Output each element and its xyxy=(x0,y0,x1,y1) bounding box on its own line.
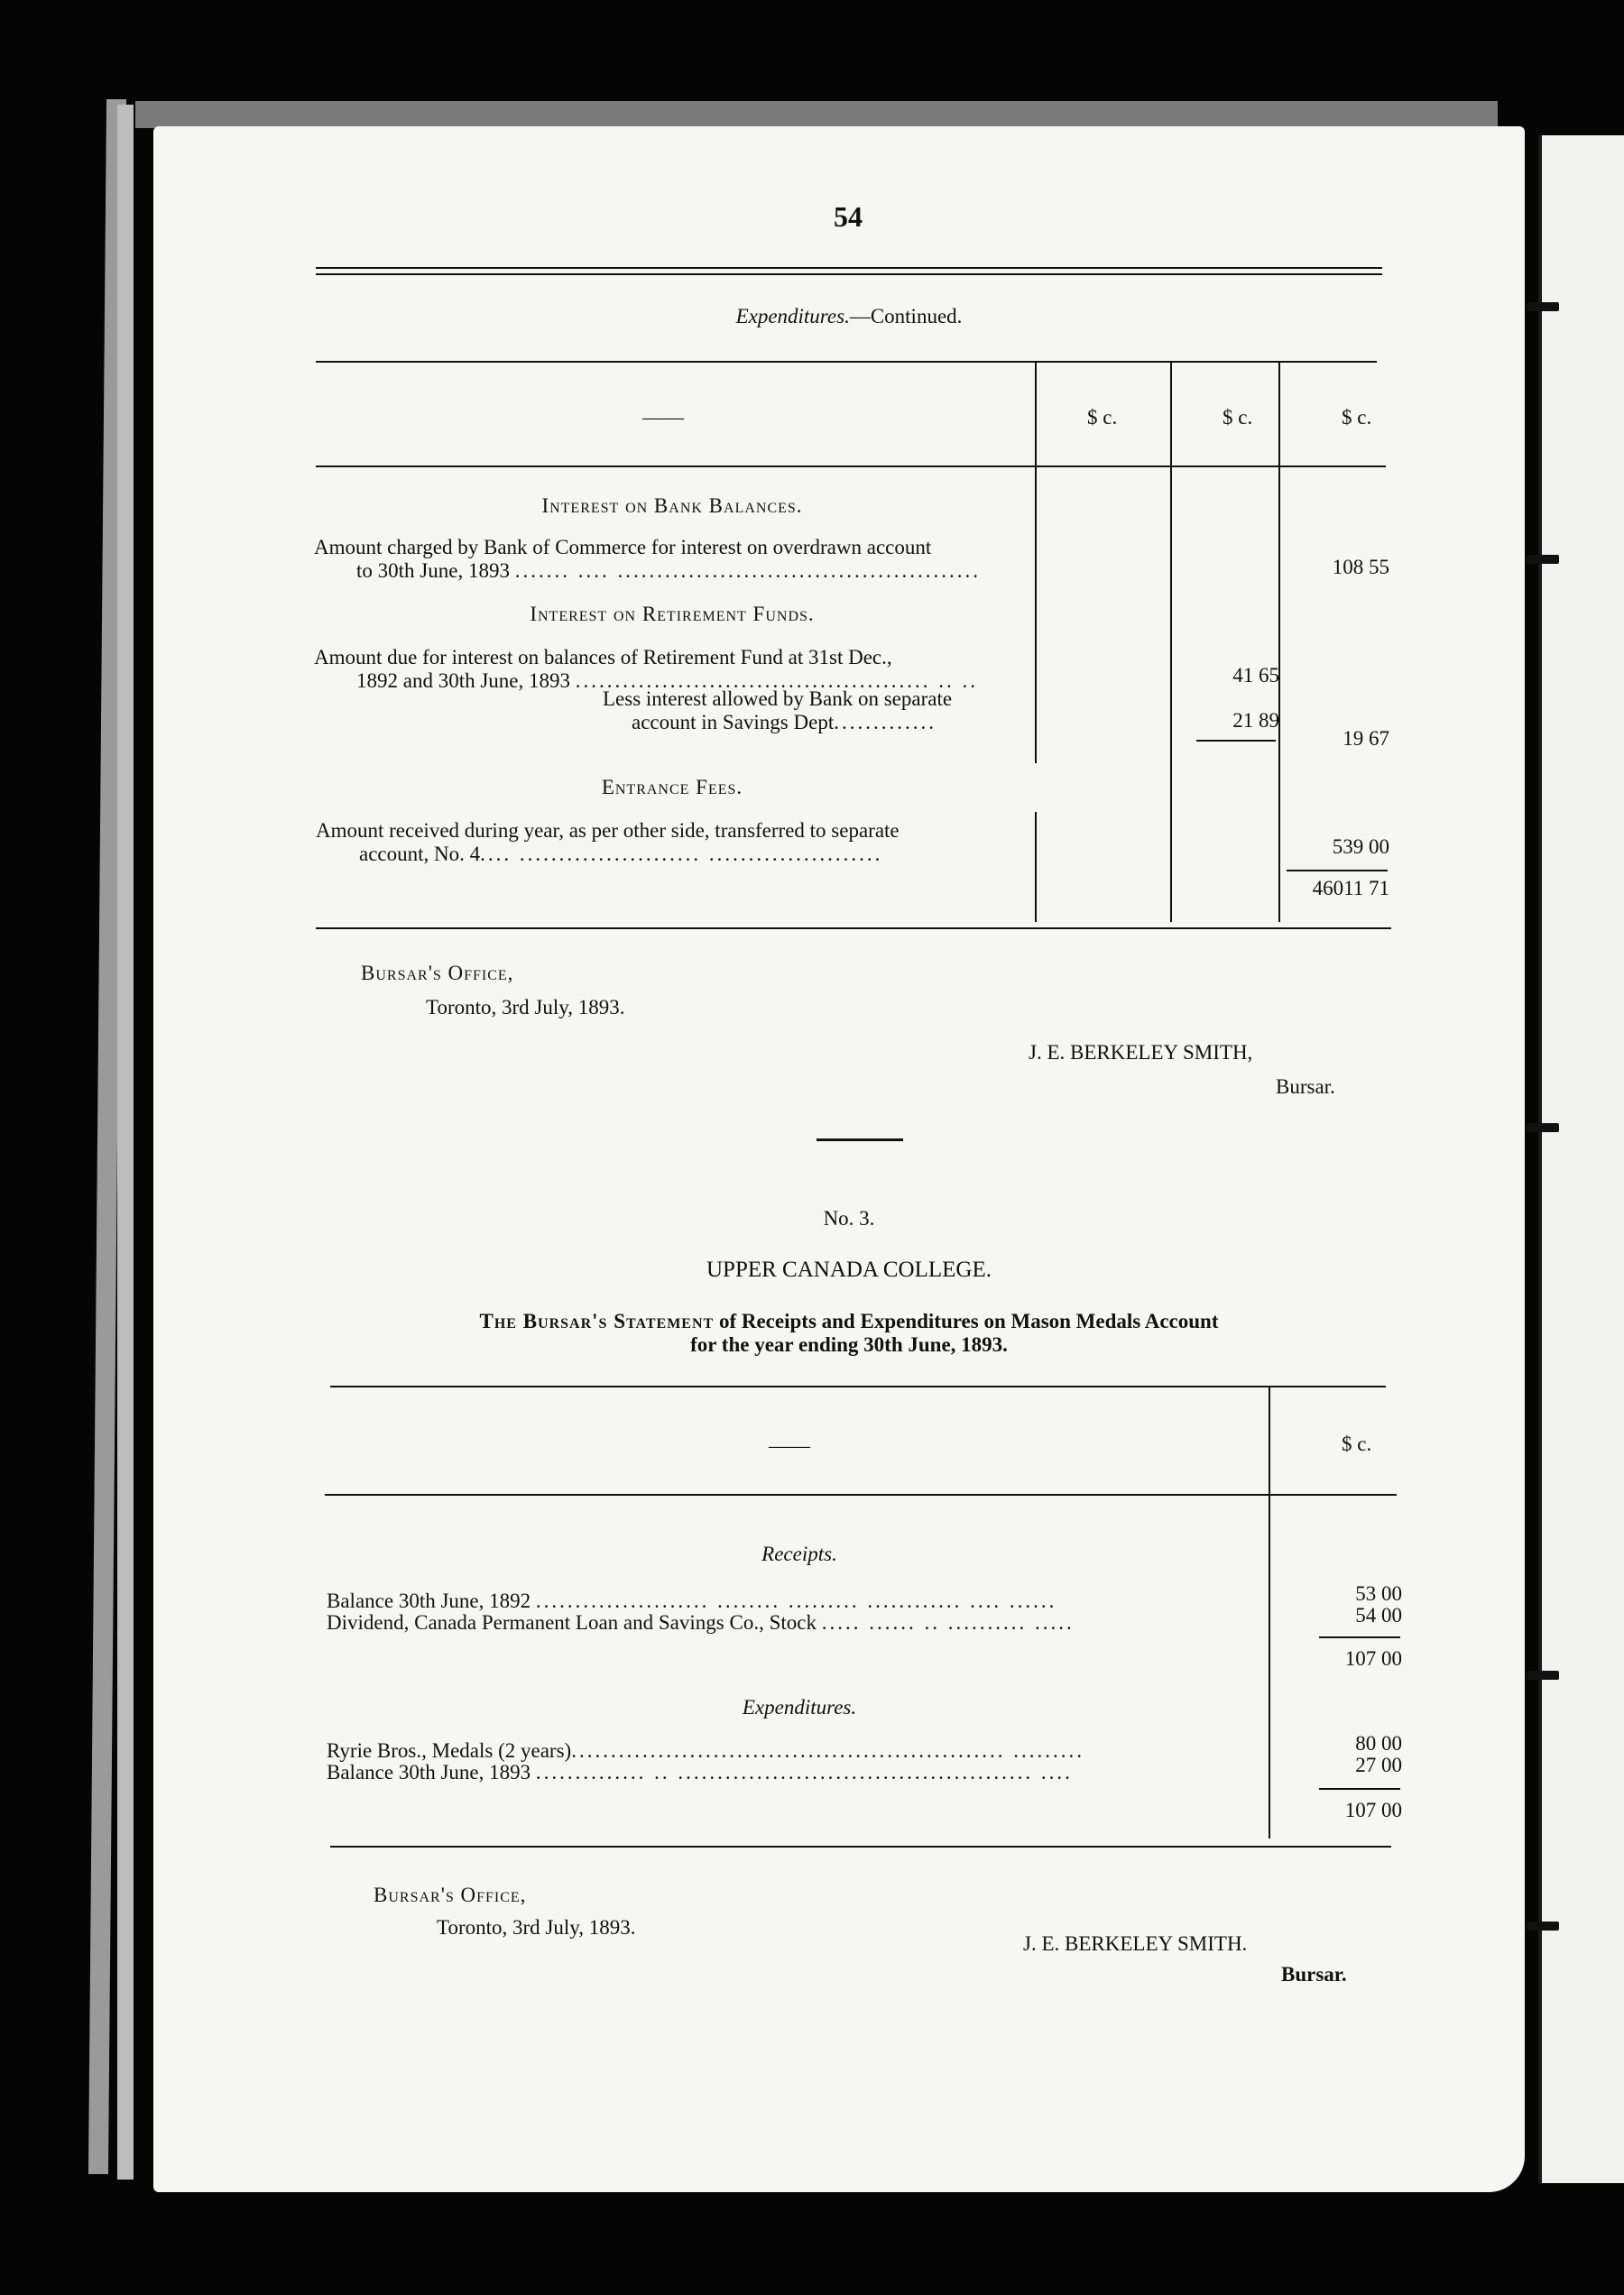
column-divider xyxy=(1035,812,1037,922)
expenditure-amount: 27 00 xyxy=(1355,1754,1402,1776)
facing-page xyxy=(1538,135,1624,2183)
expenditure-row: Ryrie Bros., Medals (2 years)....................................................... ......... xyxy=(327,1739,1084,1762)
expenditure-row: Balance 30th June, 1893 .............. .. ............................................. .... xyxy=(327,1761,1073,1783)
header-bottom-rule xyxy=(316,465,1386,467)
binder-clip xyxy=(1527,1123,1559,1132)
bank-line-1: Amount charged by Bank of Commerce for interest on overdrawn account xyxy=(314,536,932,558)
document-page xyxy=(153,126,1525,2192)
column-header: $ c. xyxy=(1223,406,1253,429)
place-date: Toronto, 3rd July, 1893. xyxy=(437,1916,636,1939)
retirement-total: 19 67 xyxy=(1343,727,1389,750)
column-divider xyxy=(1035,363,1037,763)
signer-title: Bursar. xyxy=(1276,1075,1335,1098)
column-header: $ c. xyxy=(1342,1433,1372,1455)
receipt-row: Balance 30th June, 1892 ...................... ........ ......... ............ .... ...... xyxy=(327,1590,1057,1612)
receipt-amount: 54 00 xyxy=(1355,1604,1402,1627)
top-rule xyxy=(316,273,1382,275)
column-divider xyxy=(1278,363,1280,922)
column-header: $ c. xyxy=(1342,406,1372,429)
expenditures-title: Expenditures. xyxy=(742,1696,857,1719)
place-date: Toronto, 3rd July, 1893. xyxy=(426,996,625,1018)
subtotal-rule xyxy=(1319,1788,1400,1790)
receipts-title: Receipts. xyxy=(761,1543,837,1565)
column-header: $ c. xyxy=(1087,406,1118,429)
column-divider xyxy=(1170,363,1172,922)
subtotal-rule xyxy=(1319,1636,1400,1638)
signer-title: Bursar. xyxy=(1281,1963,1347,1986)
heading-italic: Expenditures. xyxy=(735,305,850,327)
retirement-amount-2: 21 89 xyxy=(1232,709,1279,732)
retirement-line-2: 1892 and 30th June, 1893 ............................................. .. .. xyxy=(356,669,979,692)
total-rule xyxy=(1287,870,1388,871)
statement-title-2: for the year ending 30th June, 1893. xyxy=(690,1333,1008,1356)
section-heading xyxy=(316,305,1382,328)
heading-rest: —Continued. xyxy=(849,305,963,327)
binder-clip xyxy=(1527,555,1559,564)
retirement-amount-1: 41 65 xyxy=(1232,664,1279,687)
receipt-row: Dividend, Canada Permanent Loan and Savings Co., Stock ..... ...... .. .......... ..... xyxy=(327,1611,1075,1634)
receipts-total: 107 00 xyxy=(1344,1647,1402,1670)
bank-total: 108 55 xyxy=(1332,556,1389,578)
page-number: 54 xyxy=(834,200,863,233)
section-separator xyxy=(817,1138,903,1141)
description-header: —— xyxy=(769,1434,810,1457)
table2-bottom-rule xyxy=(330,1846,1391,1848)
statement-number: No. 3. xyxy=(823,1207,875,1230)
bursar-office: Bursar's Office, xyxy=(374,1884,527,1906)
bank-line-2: to 30th June, 1893 ....... .... .............................................. xyxy=(356,559,981,582)
column-divider xyxy=(1269,1387,1270,1839)
bursar-office: Bursar's Office, xyxy=(361,962,514,984)
college-name: UPPER CANADA COLLEGE. xyxy=(706,1258,992,1282)
fees-total: 539 00 xyxy=(1332,835,1389,858)
top-rule xyxy=(316,267,1382,269)
expenditures-total: 107 00 xyxy=(1344,1799,1402,1821)
signer-name: J. E. BERKELEY SMITH. xyxy=(1023,1932,1248,1955)
fees-line-2: account, No. 4.... ....................... ...................... xyxy=(359,843,883,865)
table2-top-rule xyxy=(330,1386,1386,1387)
retirement-less-2: account in Savings Dept............. xyxy=(632,711,937,733)
group-title-fees: Entrance Fees. xyxy=(601,776,743,798)
binder-clip xyxy=(1527,302,1559,311)
retirement-line-1: Amount due for interest on balances of Retirement Fund at 31st Dec., xyxy=(314,646,892,668)
description-header: —— xyxy=(642,406,684,429)
fees-line-1: Amount received during year, as per other side, transferred to separate xyxy=(316,819,900,842)
table-top-rule xyxy=(316,361,1377,363)
binder-clip xyxy=(1527,1922,1559,1931)
page-stack-edge xyxy=(117,105,134,2180)
table-bottom-rule xyxy=(316,927,1391,929)
signer-name: J. E. BERKELEY SMITH, xyxy=(1029,1041,1253,1064)
expenditure-amount: 80 00 xyxy=(1355,1732,1402,1755)
statement-title-1: The Bursar's Statement of Receipts and Expenditures on Mason Medals Account xyxy=(479,1310,1219,1332)
subtotal-rule xyxy=(1196,740,1276,742)
table2-header-rule xyxy=(325,1494,1397,1496)
page-stack-top xyxy=(135,101,1498,128)
retirement-less-1: Less interest allowed by Bank on separate xyxy=(603,687,953,710)
receipt-amount: 53 00 xyxy=(1355,1582,1402,1605)
binder-clip xyxy=(1527,1671,1559,1680)
group-title-retirement: Interest on Retirement Funds. xyxy=(530,603,815,625)
grand-total: 46011 71 xyxy=(1312,877,1389,899)
group-title-bank: Interest on Bank Balances. xyxy=(541,494,803,517)
